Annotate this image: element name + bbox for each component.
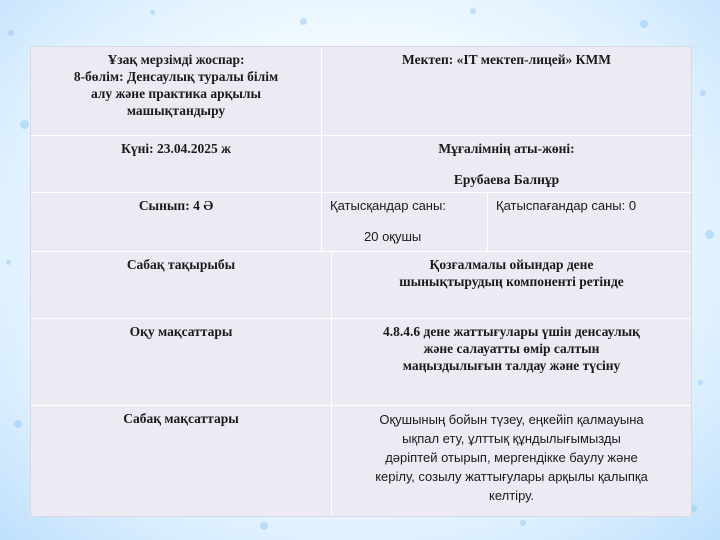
topic-label: Сабақ тақырыбы xyxy=(126,257,236,272)
lesson-plan-table xyxy=(30,46,692,517)
long-term-plan-cell: Ұзақ мерзімді жоспар: 8-бөлім: Денсаулық туралы білім алу және практика арқылы машықтандыру xyxy=(73,52,279,118)
present-label: Қатысқандар саны: xyxy=(330,198,446,213)
present-cell xyxy=(321,193,487,251)
topic-row xyxy=(31,252,691,319)
header-row xyxy=(31,47,691,136)
date-row xyxy=(31,136,691,193)
learning-objectives-value: 4.8.4.6 дене жаттығулары үшін денсаулық және салауатты өмір салтын маңыздылығын талдау және түсіну xyxy=(331,319,691,405)
teacher-label: Мұғалімнің аты-жөні: xyxy=(438,141,575,156)
learning-objectives-row xyxy=(31,319,691,406)
lesson-objectives-value: Оқушының бойын түзеу, еңкейіп қалмауына ықпал ету, ұлттық құндылығымызды дәріптей отырып, мергендікке баулу және керілу, созылу жаттығулары арқылы қалыпқа келтіру. xyxy=(331,406,691,516)
present-value: 20 оқушы xyxy=(364,229,422,244)
class-cell: Сынып: 4 Ә xyxy=(138,198,214,213)
learning-objectives-label: Оқу мақсаттары xyxy=(129,324,233,339)
lesson-objectives-label: Сабақ мақсаттары xyxy=(123,411,239,426)
teacher-cell xyxy=(321,136,691,192)
class-row xyxy=(31,193,691,252)
lesson-objectives-row xyxy=(31,406,691,516)
date-cell: Күні: 23.04.2025 ж xyxy=(121,141,231,156)
absent-cell: Қатыспағандар саны: 0 xyxy=(487,193,691,251)
topic-value: Қозғалмалы ойындар дене шынықтырудың компоненті ретінде xyxy=(331,252,691,318)
school-cell: Мектеп: «IT мектеп-лицей» КММ xyxy=(321,47,691,135)
teacher-name: Ерубаева Балнұр xyxy=(453,172,560,187)
